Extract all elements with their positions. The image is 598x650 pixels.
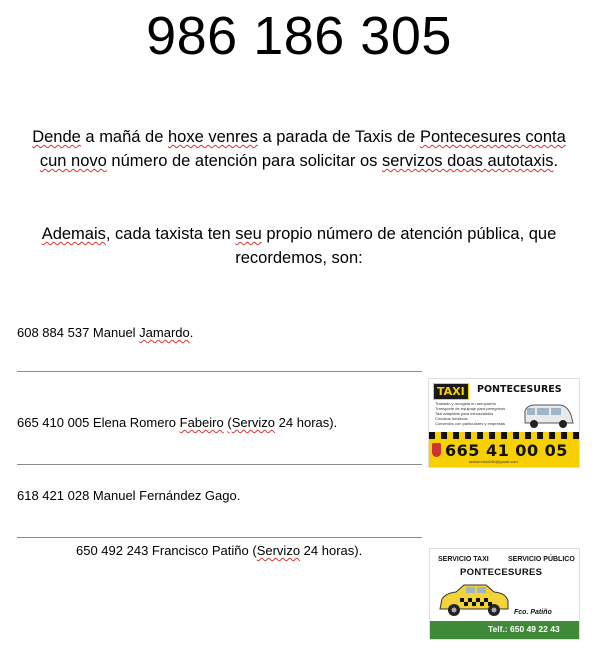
card-brand: PONTECESURES (477, 384, 562, 395)
taxi-patino-card (429, 548, 580, 640)
driver-entry-romero: 665 410 005 Elena Romero Fabeiro (Servizo 24 horas). (17, 415, 338, 430)
driver-phone: 665 410 005 (17, 415, 90, 430)
driver-phone: 650 492 243 (76, 543, 149, 558)
taxi-badge: TAXI (433, 383, 469, 400)
shield-icon (432, 443, 441, 457)
card-title: PONTECESURES (460, 567, 543, 578)
driver-entry-patino: 650 492 243 Francisco Patiño (Servizo 24 horas). (76, 543, 363, 558)
divider (17, 537, 422, 538)
van-icon (521, 401, 575, 431)
taxi-car-icon (436, 581, 512, 619)
taxi-pontecesures-card (428, 378, 580, 468)
driver-entry-jamardo: 608 884 537 Manuel Jamardo. (17, 325, 194, 340)
card-label-right: SERVICIO PÚBLICO (508, 556, 575, 563)
card-email: taxiservicio24h@gmail.com (469, 459, 518, 464)
divider (17, 464, 422, 465)
card-owner: Fco. Patiño (514, 609, 552, 616)
driver-phone: 618 421 028 (17, 488, 90, 503)
divider (17, 371, 422, 372)
phone-heading: 986 186 305 (146, 6, 452, 66)
checker-band (429, 432, 579, 439)
intro-paragraph: Dende a mañá de hoxe venres a parada de Taxis de Pontecesures conta cun novo número de atención para solicitar os servizos doas autotaxis. (32, 128, 566, 170)
card-phone: 665 41 00 05 (445, 441, 568, 460)
card-phone: Telf.: 650 49 22 43 (488, 624, 560, 634)
card-label-left: SERVICIO TAXI (438, 556, 489, 563)
driver-entry-fernandez: 618 421 028 Manuel Fernández Gago. (17, 488, 241, 503)
services-list: Traslado y recogida en aeropuerto Transporte de equipaje para peregrinos Taxi adaptado para minusválidos Circuitos turísticos Convenios con particulares y empresas (435, 401, 506, 426)
note-paragraph: Ademais, cada taxista ten seu propio número de atención pública, que recordemos, son: (41, 225, 557, 267)
driver-phone: 608 884 537 (17, 325, 90, 340)
